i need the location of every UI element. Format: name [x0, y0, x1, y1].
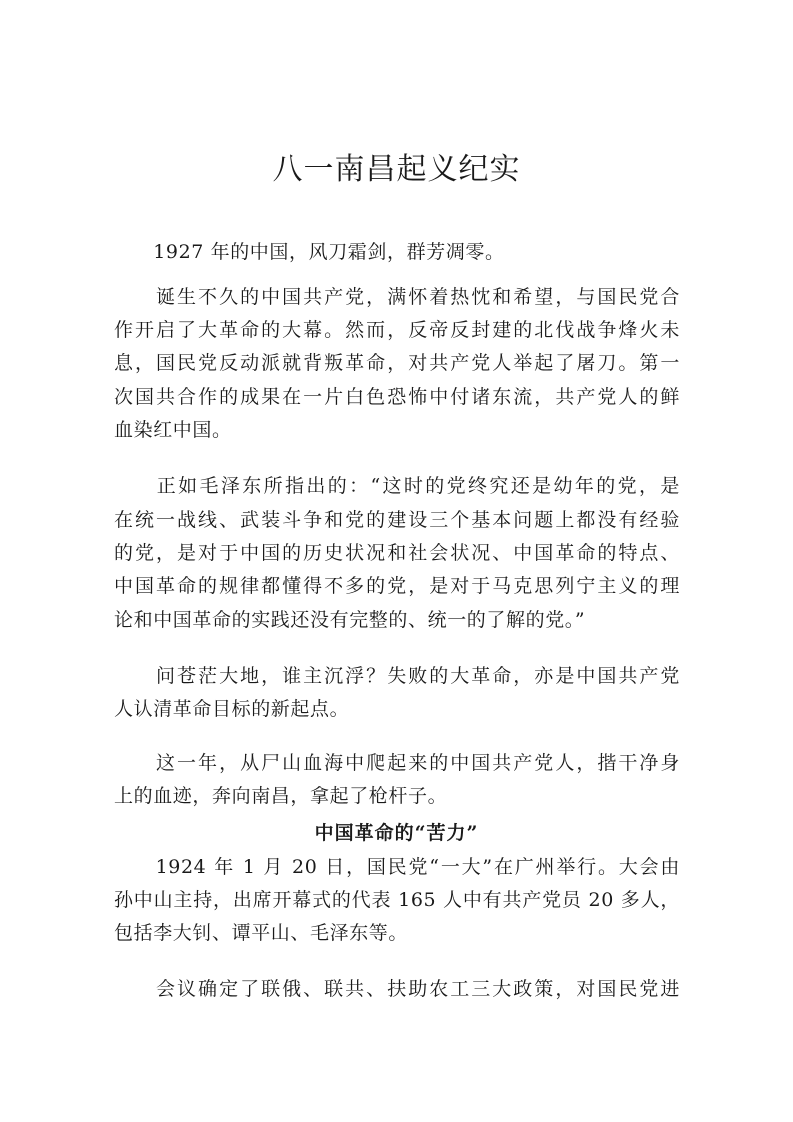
text-line: 这一年，从尸山血海中爬起来的中国共产党人，揩干净身	[114, 752, 680, 774]
text-line: 论和中国革命的实践还没有完整的、统一的了解的党。”	[114, 609, 586, 631]
text-line: 次国共合作的成果在一片白色恐怖中付诸东流，共产党人的鲜	[114, 386, 680, 408]
text-line: 会议确定了联俄、联共、扶助农工三大政策，对国民党进	[114, 978, 680, 1000]
text-line: 上的血迹，奔向南昌，拿起了枪杆子。	[114, 785, 448, 807]
section-heading: 中国革命的“苦力”	[314, 822, 479, 844]
text-line: 1927 年的中国，风刀霜剑，群芳凋零。	[114, 241, 505, 263]
text-line: 人认清革命目标的新起点。	[114, 698, 350, 720]
text-line: 在统一战线、武装斗争和党的建设三个基本问题上都没有经验	[114, 509, 680, 531]
text-line: 包括李大钊、谭平山、毛泽东等。	[114, 922, 409, 944]
text-line: 诞生不久的中国共产党，满怀着热忱和希望，与国民党合	[114, 286, 680, 308]
text-line: 1924 年 1 月 20 日，国民党“一大”在广州举行。大会由	[114, 856, 680, 878]
text-line: 作开启了大革命的大幕。然而，反帝反封建的北伐战争烽火未	[114, 319, 680, 341]
text-line: 中国革命的规律都懂得不多的党，是对于马克思列宁主义的理	[114, 575, 680, 597]
document-title: 八一南昌起义纪实	[272, 152, 521, 187]
text-line: 血染红中国。	[114, 419, 232, 441]
text-line: 的党，是对于中国的历史状况和社会状况、中国革命的特点、	[114, 542, 680, 564]
text-line: 正如毛泽东所指出的：“这时的党终究还是幼年的党，是	[114, 475, 680, 497]
text-line: 孙中山主持，出席开幕式的代表 165 人中有共产党员 20 多人，	[114, 889, 680, 911]
text-line: 息，国民党反动派就背叛革命，对共产党人举起了屠刀。第一	[114, 352, 680, 374]
text-line: 问苍茫大地，谁主沉浮？失败的大革命，亦是中国共产党	[114, 665, 680, 687]
